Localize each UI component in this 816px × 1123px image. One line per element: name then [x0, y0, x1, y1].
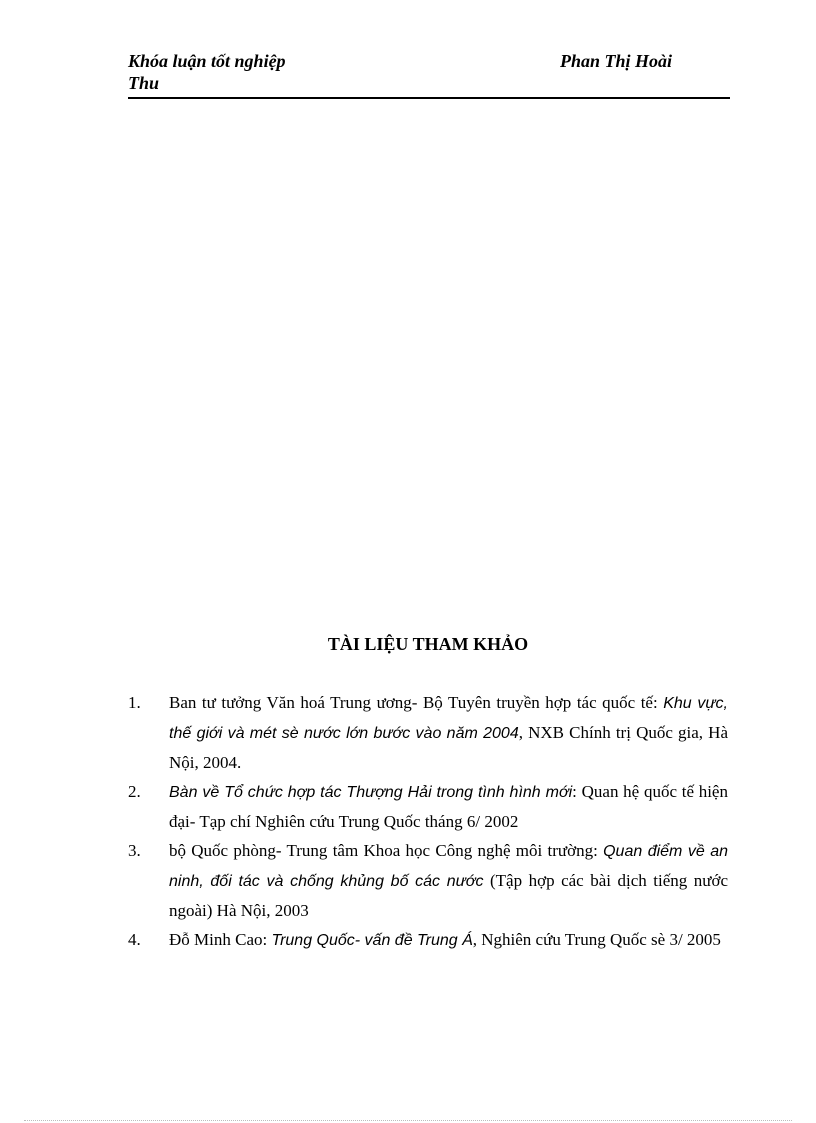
- reference-text: Ban tư tưởng Văn hoá Trung ương- Bộ Tuyên truyền hợp tác quốc tế:: [169, 693, 664, 712]
- reference-text: : Quan hệ quốc tế hiện đại- Tạp chí Nghiên cứu Trung Quốc tháng 6/ 2002: [169, 782, 728, 831]
- reference-list: [128, 688, 728, 955]
- header-author: Phan Thị Hoài: [560, 51, 673, 71]
- reference-text: (Tập hợp các bài dịch tiếng nước ngoài) Hà Nội, 2003: [169, 871, 729, 920]
- reference-number: 3.: [128, 841, 141, 860]
- header-thesis-line1: Khóa luận tốt nghiệp: [128, 51, 286, 71]
- reference-title: Quan điểm về an ninh, đối tác và chống khủng bố các nước: [169, 843, 729, 890]
- reference-title: Bàn về Tổ chức hợp tác Thượng Hải trong tình hình mới: [169, 784, 573, 801]
- header-thesis-line2: Thu: [128, 73, 160, 93]
- reference-text: , NXB Chính trị Quốc gia, Hà Nội, 2004.: [169, 723, 729, 772]
- reference-item: [128, 925, 728, 955]
- header-thesis-label: [128, 50, 328, 94]
- reference-item: [128, 836, 728, 925]
- page-title: TÀI LIỆU THAM KHẢO: [327, 634, 529, 654]
- page-bottom-divider: [24, 1120, 792, 1121]
- reference-title: Trung Quốc- vấn đề Trung Á: [271, 932, 473, 949]
- reference-item: [128, 777, 728, 836]
- reference-text: bộ Quốc phòng- Trung tâm Khoa học Công nghệ môi trường:: [169, 841, 604, 860]
- reference-number: 2.: [128, 782, 141, 801]
- reference-number: 4.: [128, 930, 141, 949]
- reference-text: , Nghiên cứu Trung Quốc sè 3/ 2005: [472, 930, 721, 949]
- reference-title: Khu vực, thế giới và mét sè nước lớn bước vào năm 2004: [169, 695, 729, 742]
- reference-item: [128, 688, 728, 777]
- reference-number: 1.: [128, 693, 141, 712]
- reference-text: Đỗ Minh Cao:: [169, 930, 272, 949]
- page-header: [128, 50, 730, 99]
